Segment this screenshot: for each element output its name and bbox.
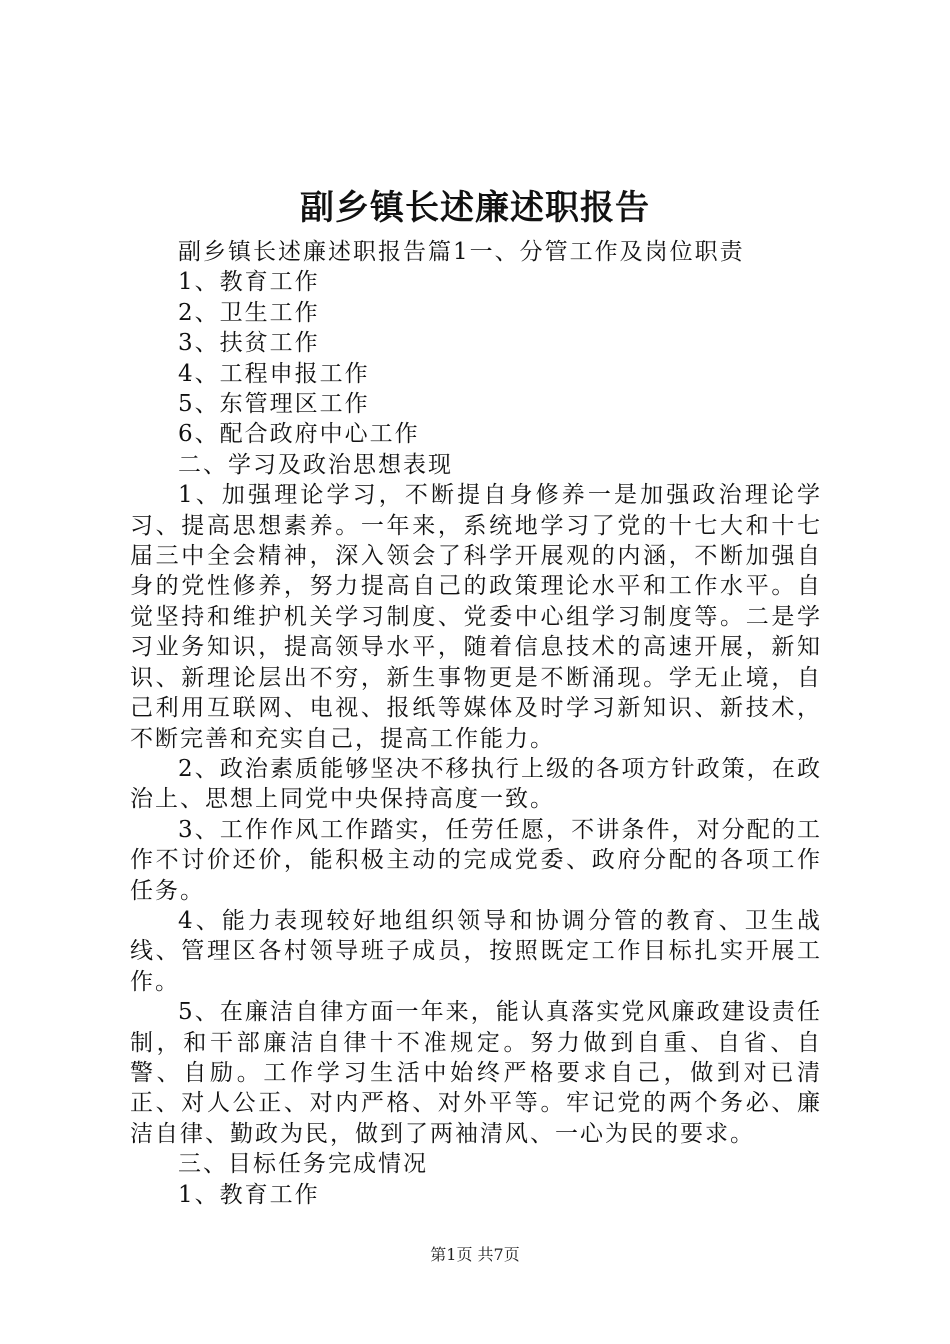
paragraph: 3、工作作风工作踏实，任劳任愿，不讲条件，对分配的工作不讨价还价，能积极主动的完成党委、政府分配的各项工作任务。 [130,816,822,904]
paragraph: 副乡镇长述廉述职报告篇1一、分管工作及岗位职责 [178,239,745,265]
paragraph: 二、学习及政治思想表现 [178,451,453,478]
paragraph: 5、在廉洁自律方面一年来，能认真落实党风廉政建设责任制，和干部廉洁自律十不准规定。努力做到自重、自省、自警、自励。工作学习生活中始终严格要求自己，做到对已清正、对人公正、对内严格、对外平等。牢记党的两个务必、廉洁自律、勤政为民，做到了两袖清风、一心为民的要求。 [130,999,822,1147]
paragraph: 1、教育工作 [178,269,320,296]
document-title: 副乡镇长述廉述职报告 [300,188,650,228]
paragraph: 1、加强理论学习，不断提自身修养一是加强政治理论学习、提高思想素养。一年来，系统地学习了党的十七大和十七届三中全会精神，深入领会了科学开展观的内涵，不断加强自身的党性修养，努力提高自己的政策理论水平和工作水平。自觉坚持和维护机关学习制度、党委中心组学习制度等。二是学习业务知识，提高领导水平，随着信息技术的高速开展，新知识、新理论层出不穷，新生事物更是不断涌现。学无止境，自己利用互联网、电视、报纸等媒体及时学习新知识、新技术，不断完善和充实自己，提高工作能力。 [130,482,822,752]
page-number: 第1页 共7页 [430,1245,520,1264]
paragraph: 5、东管理区工作 [178,391,370,418]
paragraph: 4、工程申报工作 [178,360,370,387]
paragraph: 3、扶贫工作 [178,330,320,357]
paragraph: 2、政治素质能够坚决不移执行上级的各项方针政策，在政治上、思想上同党中央保持高度一致。 [130,755,822,813]
paragraph: 1、教育工作 [178,1181,320,1208]
paragraph: 6、配合政府中心工作 [178,421,420,448]
document-body [130,237,822,1210]
paragraph: 4、能力表现较好地组织领导和协调分管的教育、卫生战线、管理区各村领导班子成员，按照既定工作目标扎实开展工作。 [130,907,822,995]
paragraph: 2、卫生工作 [178,299,320,326]
paragraph: 三、目标任务完成情况 [178,1151,428,1178]
